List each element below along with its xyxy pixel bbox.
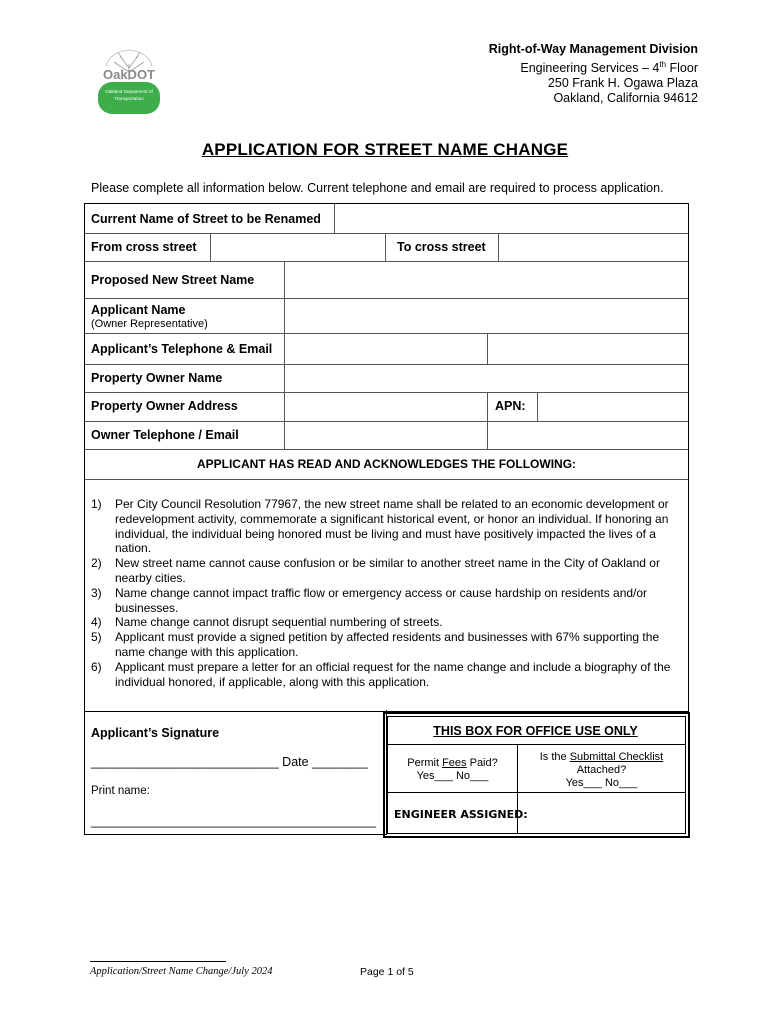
list-item: 1) Per City Council Resolution 77967, the new street name shall be related to an economic development or redevelopment activity, commemorate a significant historical event, or honor an individual. If honoring an individual, the individual being honored must be living and must have positively impacted the lives of a nation. — [91, 497, 669, 556]
logo-text: OakDOT — [102, 67, 156, 82]
apn-label: APN: — [495, 399, 526, 413]
signature-date-line[interactable]: ___________________________ Date ________ — [91, 755, 368, 769]
footer-document-id: Application/Street Name Change/July 2024 — [90, 966, 273, 977]
list-item: 4) Name change cannot disrupt sequential numbering of streets. — [91, 615, 443, 630]
applicant-name-label: Applicant Name — [91, 303, 186, 317]
proposed-street-name-field[interactable] — [285, 262, 688, 298]
page-title: APPLICATION FOR STREET NAME CHANGE — [201, 140, 569, 159]
engineer-assigned-field[interactable] — [518, 793, 685, 833]
applicant-telephone-field[interactable] — [285, 334, 487, 364]
list-item: 3) Name change cannot impact traffic flow or emergency access or cause hardship on residents and/or businesses. — [91, 585, 648, 615]
property-owner-address-field[interactable] — [285, 393, 487, 421]
office-use-box — [383, 712, 690, 838]
applicant-telephone-label: Applicant’s Telephone & Email — [91, 342, 273, 356]
signature-label: Applicant’s Signature — [91, 726, 220, 740]
address-line-3: Oakland, California 94612 — [553, 91, 698, 106]
current-street-name-field[interactable] — [335, 204, 688, 233]
acknowledgement-header: APPLICANT HAS READ AND ACKNOWLEDGES THE FOLLOWING: — [196, 457, 577, 471]
print-name-label: Print name: — [91, 785, 150, 797]
division-name: Right-of-Way Management Division — [488, 42, 698, 56]
property-owner-address-label: Property Owner Address — [91, 399, 238, 413]
applicant-email-field[interactable] — [488, 334, 688, 364]
address-line-1: Engineering Services – 4th Floor — [520, 60, 698, 76]
list-item: 6) Applicant must prepare a letter for an official request for the name change and include a biography of the individual honored, if applicable, along with this application. — [91, 659, 671, 689]
svg-text:Oakland Department of: Oakland Department of — [105, 89, 153, 94]
office-use-header: THIS BOX FOR OFFICE USE ONLY — [433, 724, 638, 738]
engineer-assigned-label: ENGINEER ASSIGNED: — [394, 808, 528, 821]
address-line-2: 250 Frank H. Ogawa Plaza — [547, 76, 698, 91]
print-name-line[interactable]: _________________________________________ — [91, 814, 377, 828]
property-owner-name-field[interactable] — [285, 365, 688, 392]
list-item: 5) Applicant must provide a signed petition by affected residents and businesses with 67% supporting the name change with this application. — [91, 630, 660, 659]
footer-divider — [90, 961, 226, 962]
applicant-name-sublabel: (Owner Representative) — [91, 318, 208, 330]
list-item: 2) New street name cannot cause confusion or be similar to another street name in the City of Oakland or nearby cities. — [91, 556, 660, 585]
application-form — [84, 203, 689, 712]
current-street-name-label: Current Name of Street to be Renamed — [91, 212, 321, 226]
rules-list — [91, 497, 685, 689]
from-cross-street-field[interactable] — [211, 234, 385, 261]
to-cross-street-field[interactable] — [499, 234, 688, 261]
oakdot-logo — [90, 46, 168, 116]
signature-box — [84, 710, 387, 835]
owner-telephone-field[interactable] — [285, 422, 487, 449]
division-address — [489, 42, 698, 106]
owner-email-field[interactable] — [488, 422, 688, 449]
to-cross-street-label: To cross street — [397, 240, 486, 254]
property-owner-name-label: Property Owner Name — [91, 371, 223, 385]
proposed-street-name-label: Proposed New Street Name — [91, 273, 255, 287]
applicant-name-field[interactable] — [285, 299, 688, 333]
from-cross-street-label: From cross street — [91, 240, 197, 254]
page-number: Page 1 of 5 — [360, 966, 414, 978]
svg-text:Transportation: Transportation — [114, 96, 144, 101]
submittal-checklist-attached[interactable]: Is the Submittal Checklist Attached? Yes___ No___ — [539, 751, 664, 789]
apn-field[interactable] — [538, 393, 688, 421]
intro-text: Please complete all information below. Current telephone and email are required to process application. — [91, 181, 664, 195]
owner-telephone-label: Owner Telephone / Email — [91, 428, 239, 442]
permit-fees-paid[interactable]: Permit Fees Paid? Yes___ No___ — [407, 757, 498, 782]
